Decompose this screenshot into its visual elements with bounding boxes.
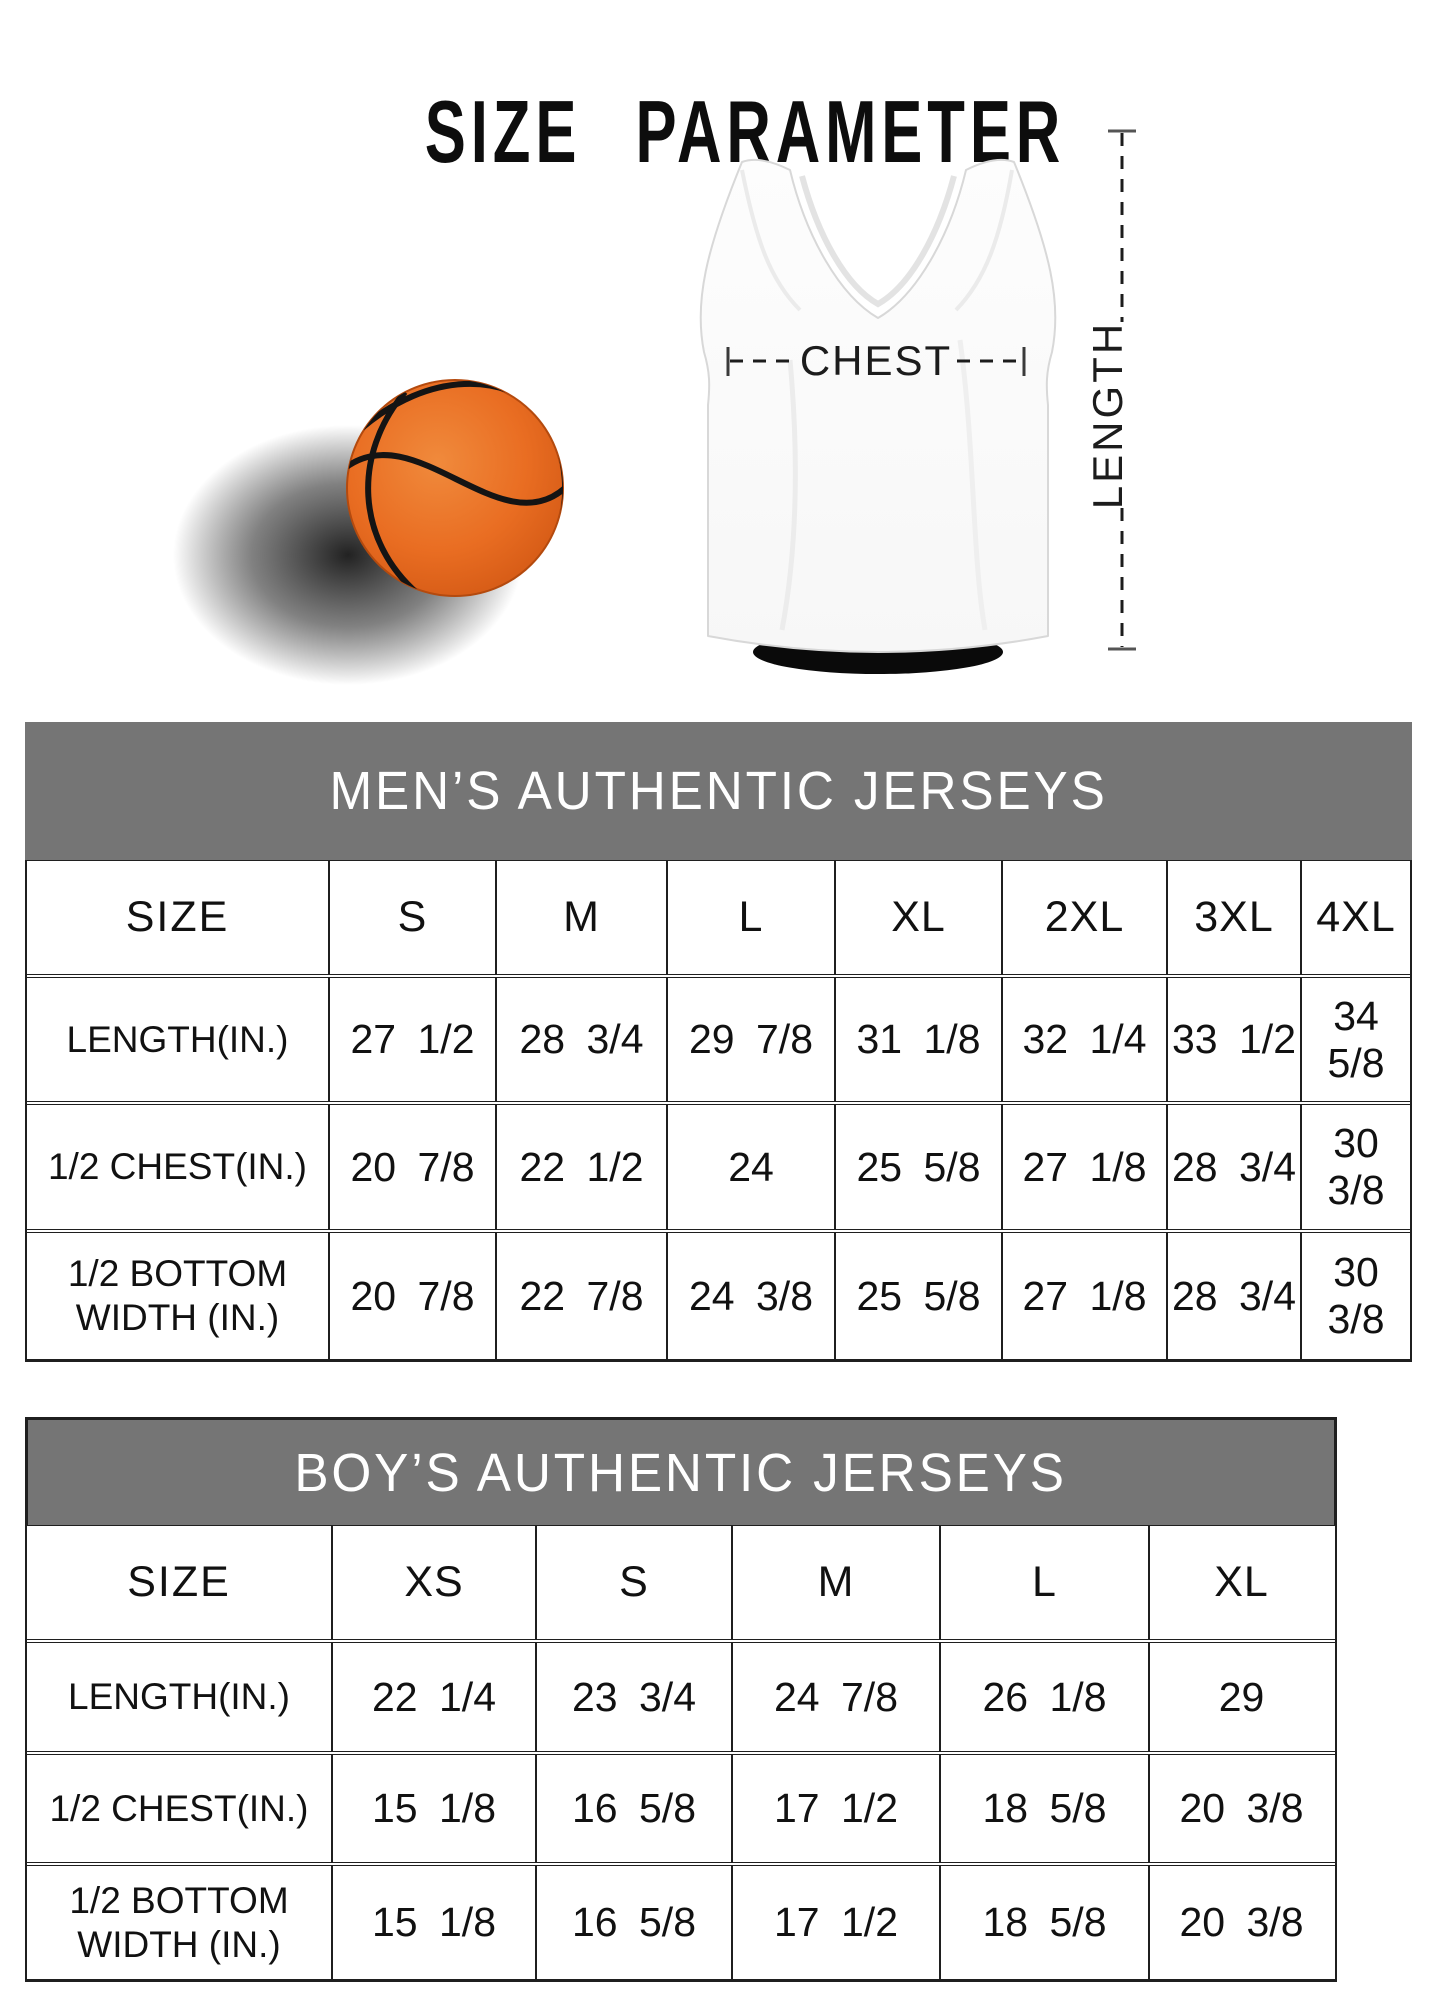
mens-size-table [25, 722, 1412, 1362]
table-cell: 26 1/8 [939, 1643, 1148, 1751]
table-cell: 28 3/4 [1166, 1105, 1300, 1229]
table-cell: 30 3/8 [1300, 1105, 1410, 1229]
table-cell: 25 5/8 [834, 1233, 1001, 1359]
basketball-icon [345, 380, 565, 596]
mens-table-header-band [25, 722, 1412, 860]
row-label-text: 1/2 BOTTOM WIDTH (IN.) [67, 1253, 288, 1338]
row-label-text: LENGTH(IN.) [68, 1676, 290, 1718]
mens-size-xl: XL [834, 861, 1001, 974]
row-label [27, 1755, 331, 1862]
mens-size-m: M [495, 861, 666, 974]
row-label [27, 978, 328, 1101]
row-label-text: 1/2 CHEST(IN.) [49, 1787, 309, 1829]
table-cell: 27 1/8 [1001, 1105, 1166, 1229]
mens-table-grid [25, 860, 1412, 1362]
boys-size-xs: XS [331, 1526, 535, 1639]
boys-size-s: S [535, 1526, 731, 1639]
chest-label: CHEST [799, 337, 953, 384]
mens-size-2xl: 2XL [1001, 861, 1166, 974]
table-cell: 30 3/8 [1300, 1233, 1410, 1359]
table-cell: 15 1/8 [331, 1755, 535, 1862]
table-cell: 29 7/8 [666, 978, 834, 1101]
mens-header-row [27, 860, 1410, 974]
table-cell: 33 1/2 [1166, 978, 1300, 1101]
boys-size-m: M [731, 1526, 939, 1639]
table-cell: 20 3/8 [1148, 1755, 1333, 1862]
table-cell: 15 1/8 [331, 1866, 535, 1979]
table-cell: 24 [666, 1105, 834, 1229]
table-cell: 16 5/8 [535, 1866, 731, 1979]
boys-header-row [27, 1525, 1335, 1639]
row-label [27, 1105, 328, 1229]
table-cell: 24 7/8 [731, 1643, 939, 1751]
boys-table-grid [25, 1525, 1337, 1982]
mens-size-header: SIZE [125, 893, 230, 941]
length-label: LENGTH [1084, 320, 1131, 510]
mens-size-l: L [666, 861, 834, 974]
mens-size-4xl: 4XL [1300, 861, 1410, 974]
row-label-text: 1/2 CHEST(IN.) [47, 1146, 308, 1188]
table-cell: 22 1/2 [495, 1105, 666, 1229]
boys-size-header: SIZE [127, 1558, 231, 1606]
row-label [27, 1643, 331, 1751]
table-cell: 18 5/8 [939, 1755, 1148, 1862]
table-cell: 31 1/8 [834, 978, 1001, 1101]
mens-size-s: S [328, 861, 495, 974]
table-cell: 17 1/2 [731, 1866, 939, 1979]
table-cell: 20 7/8 [328, 1105, 495, 1229]
boys-table-title: BOY’S AUTHENTIC JERSEYS [294, 1442, 1068, 1503]
table-cell: 29 [1148, 1643, 1333, 1751]
boys-size-l: L [939, 1526, 1148, 1639]
mens-bottom-width-row [27, 1229, 1410, 1359]
row-label-text: LENGTH(IN.) [66, 1018, 289, 1060]
table-cell: 17 1/2 [731, 1755, 939, 1862]
table-cell: 23 3/4 [535, 1643, 731, 1751]
table-cell: 34 5/8 [1300, 978, 1410, 1101]
table-cell: 22 1/4 [331, 1643, 535, 1751]
table-cell: 28 3/4 [495, 978, 666, 1101]
boys-size-xl: XL [1148, 1526, 1333, 1639]
row-label [27, 1866, 331, 1979]
row-label-text: 1/2 BOTTOM WIDTH (IN.) [69, 1879, 289, 1965]
table-cell: 25 5/8 [834, 1105, 1001, 1229]
table-cell: 28 3/4 [1166, 1233, 1300, 1359]
table-cell: 20 3/8 [1148, 1866, 1333, 1979]
boys-chest-row [27, 1751, 1335, 1862]
mens-chest-row [27, 1101, 1410, 1229]
size-diagram [0, 0, 1445, 760]
mens-size-3xl: 3XL [1166, 861, 1300, 974]
boys-table-header-band [25, 1417, 1337, 1525]
jersey-icon [701, 160, 1056, 652]
table-cell: 20 7/8 [328, 1233, 495, 1359]
boys-bottom-width-row [27, 1862, 1335, 1979]
table-cell: 32 1/4 [1001, 978, 1166, 1101]
table-cell: 27 1/2 [328, 978, 495, 1101]
mens-table-title: MEN’S AUTHENTIC JERSEYS [329, 761, 1108, 821]
table-cell: 22 7/8 [495, 1233, 666, 1359]
table-cell: 16 5/8 [535, 1755, 731, 1862]
boys-length-row [27, 1639, 1335, 1751]
row-label [27, 1233, 328, 1359]
boys-size-table [25, 1417, 1337, 1982]
table-cell: 27 1/8 [1001, 1233, 1166, 1359]
mens-length-row [27, 974, 1410, 1101]
table-cell: 18 5/8 [939, 1866, 1148, 1979]
page-title: SIZE PARAMETER [424, 81, 1066, 181]
table-cell: 24 3/8 [666, 1233, 834, 1359]
